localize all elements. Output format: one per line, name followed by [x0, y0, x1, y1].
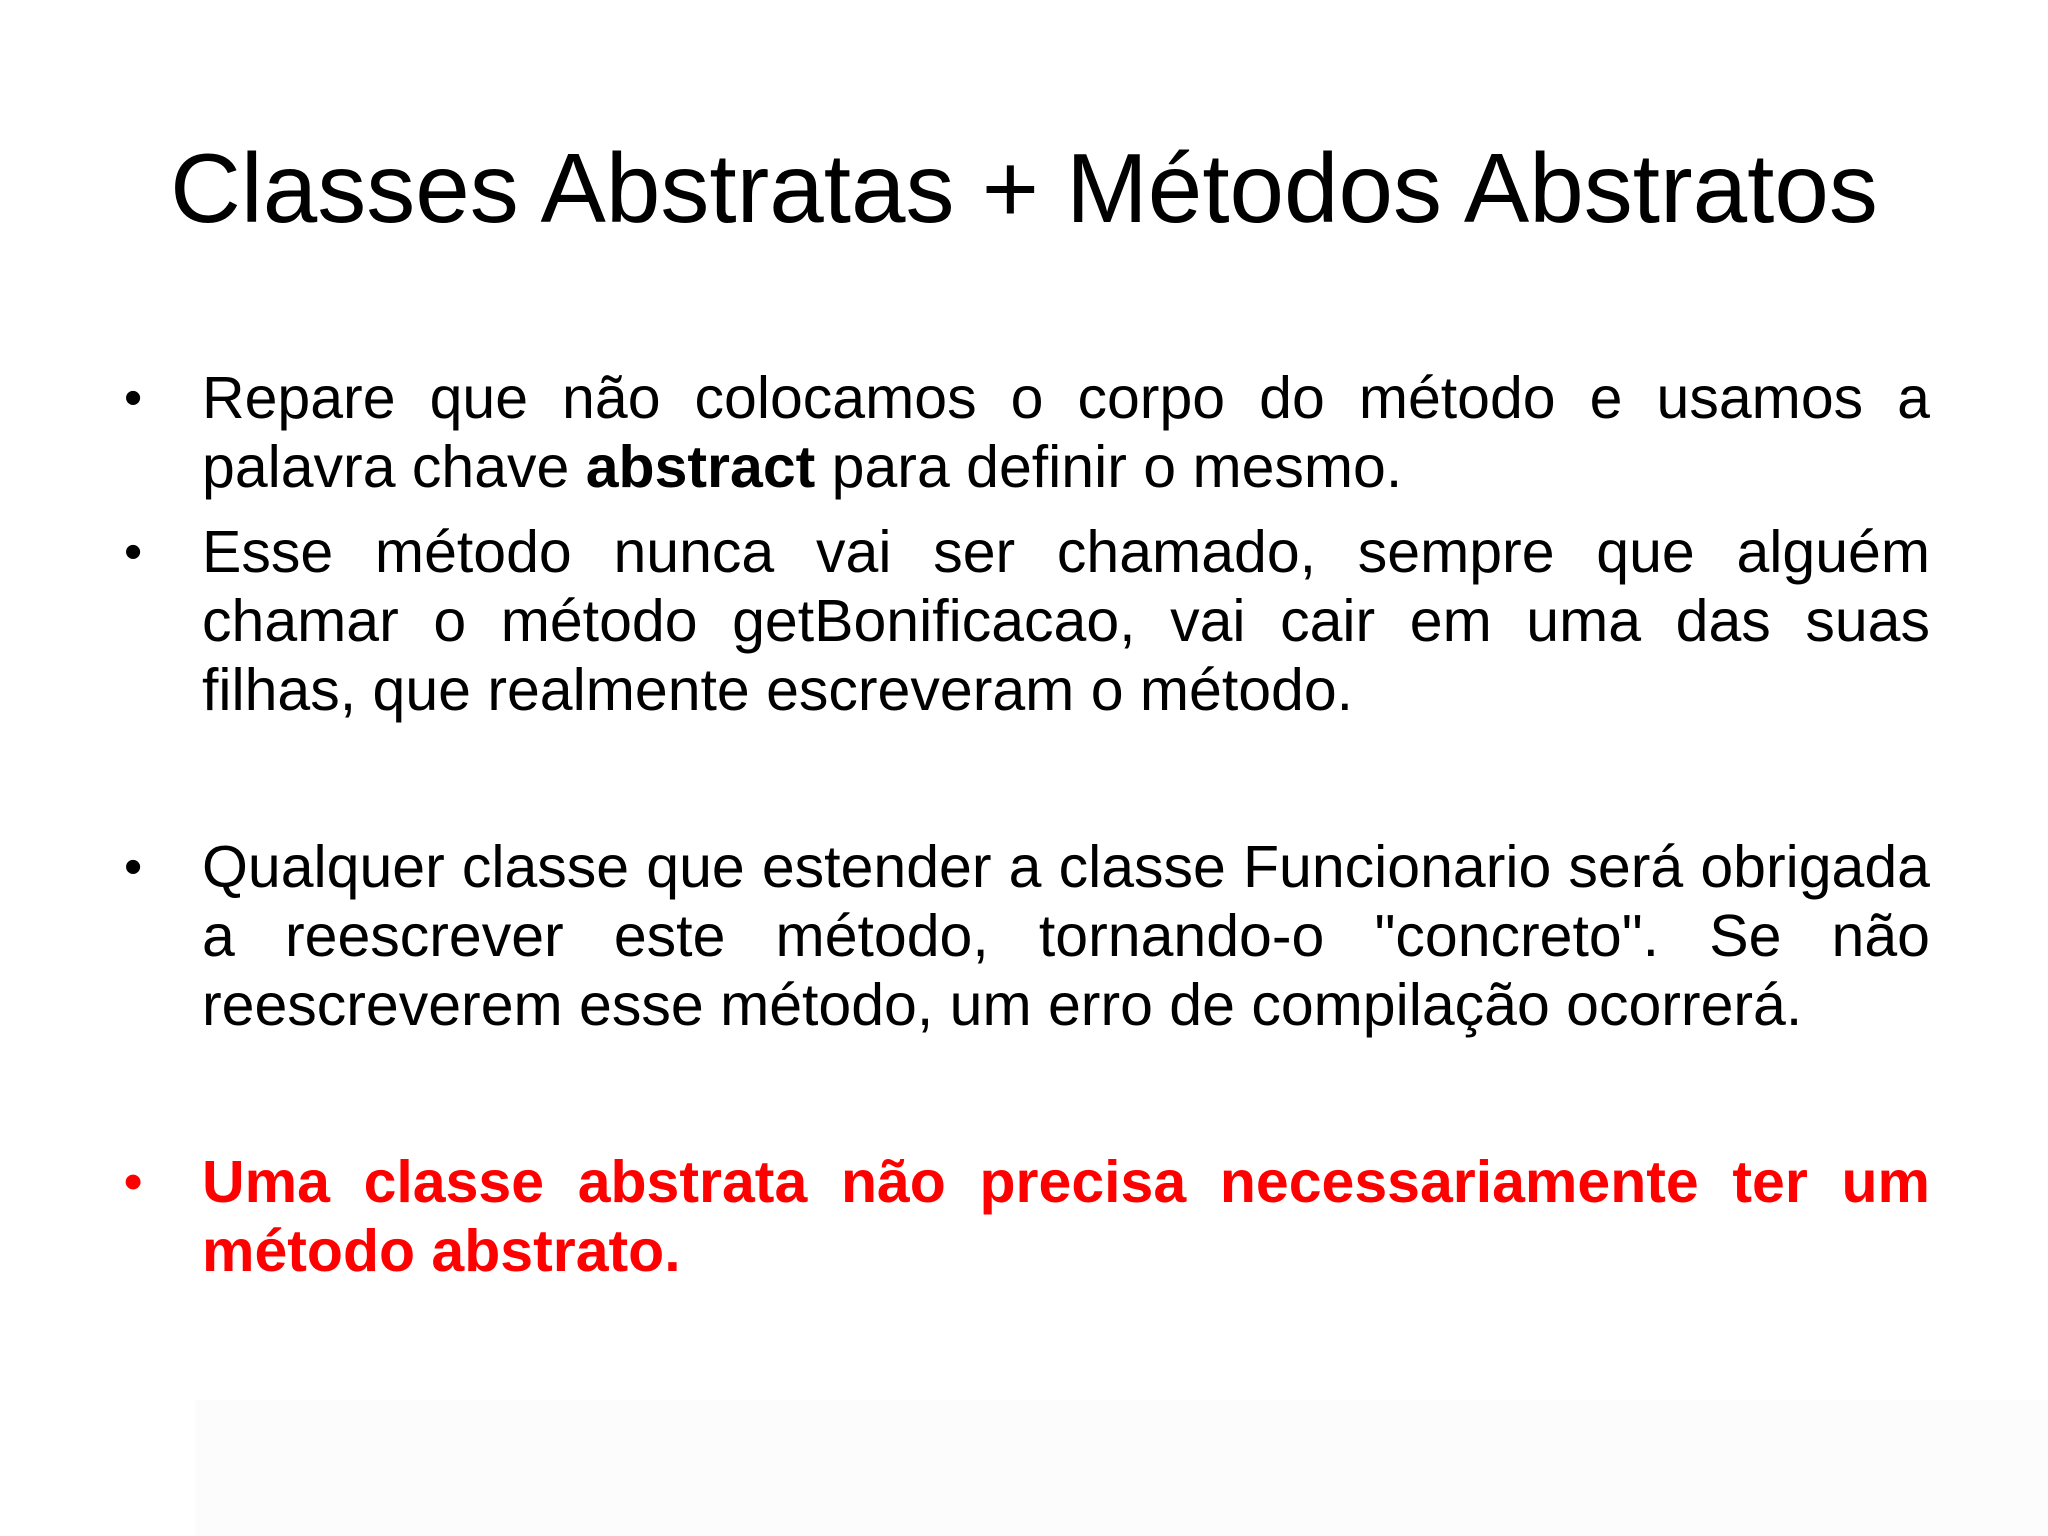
bullet-dot-icon: • [124, 1153, 143, 1211]
bullet-dot-icon: • [124, 523, 143, 581]
slide-title: Classes Abstratas + Métodos Abstratos [170, 133, 1878, 243]
bullet-list [110, 364, 1930, 1286]
bullet-item-never-called [110, 518, 1930, 725]
bullet-item-must-override [110, 833, 1930, 1040]
bullet-text: Uma classe abstrata não precisa necessariamente ter um método abstrato. [202, 1149, 1930, 1284]
bullet-text: Esse método nunca vai ser chamado, sempre que alguém chamar o método getBonificacao, vai cair em uma das suas filhas, que realmente escreveram o método. [202, 519, 1930, 723]
bullet-text-before: Repare que não colocamos o corpo do método e usamos a palavra chave [202, 365, 1930, 500]
keyword-abstract: abstract [585, 434, 816, 500]
bullet-item-highlight-note [110, 1148, 1930, 1286]
bullet-dot-icon: • [124, 838, 143, 896]
bullet-item-abstract-keyword [110, 364, 1930, 502]
bullet-dot-icon: • [124, 369, 143, 427]
background-strip [195, 1400, 2048, 1536]
bullet-text-after: para definir o mesmo. [815, 434, 1403, 500]
bullet-text: Qualquer classe que estender a classe Funcionario será obrigada a reescrever este método, tornando-o "concreto". Se não reescreverem esse método, um erro de compilação ocorrerá. [202, 834, 1930, 1038]
